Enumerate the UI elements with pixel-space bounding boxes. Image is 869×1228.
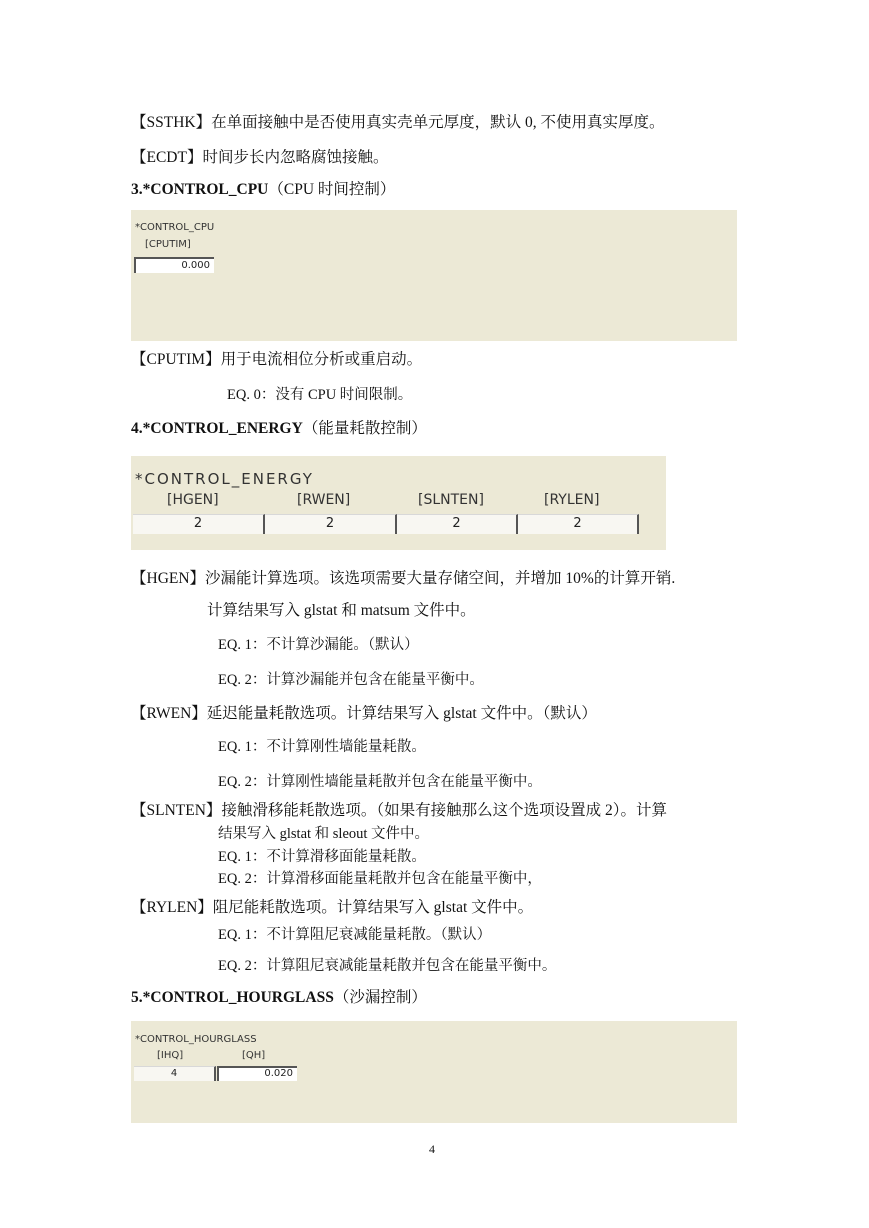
param-rwen: 【RWEN】延迟能量耗散选项。计算结果写入 glstat 文件中。（默认）	[131, 705, 597, 722]
field-input-ihq[interactable]: 4	[134, 1066, 216, 1081]
field-input-hgen[interactable]: 2	[133, 514, 265, 534]
section-heading-cpu	[131, 180, 395, 200]
field-input-rwen[interactable]: 2	[265, 514, 397, 534]
param-hgen: 【HGEN】沙漏能计算选项。该选项需要大量存储空间，并增加 10%的计算开销.	[131, 570, 676, 587]
param-slnten-cont: 结果写入 glstat 和 sleout 文件中。	[218, 826, 430, 842]
field-input-qh[interactable]: 0.020	[217, 1066, 297, 1081]
option-slnten-eq1: EQ. 1：不计算滑移面能量耗散。	[218, 849, 426, 865]
field-label-slnten: [SLNTEN]	[418, 492, 484, 508]
section-heading-hourglass	[131, 988, 427, 1008]
field-input-slnten[interactable]: 2	[397, 514, 518, 534]
heading-desc: （沙漏控制）	[333, 989, 427, 1006]
option-cputim-eq0: EQ. 0：没有 CPU 时间限制。	[227, 387, 413, 403]
heading-keyword: 5.*CONTROL_HOURGLASS	[131, 989, 334, 1006]
section-heading-energy	[131, 419, 427, 439]
page-number: 4	[429, 1142, 435, 1156]
keyword-card-control-energy	[131, 456, 666, 550]
option-rylen-eq2: EQ. 2：计算阻尼衰减能量耗散并包含在能量平衡中。	[218, 958, 557, 974]
keyword-card-control-cpu	[131, 210, 737, 341]
card-title: *CONTROL_CPU	[135, 222, 215, 233]
heading-keyword: 4.*CONTROL_ENERGY	[131, 420, 303, 437]
heading-desc: （CPU 时间控制）	[268, 181, 396, 198]
field-label-ihq: [IHQ]	[157, 1050, 184, 1061]
param-hgen-cont: 计算结果写入 glstat 和 matsum 文件中。	[207, 602, 476, 619]
param-cputim: 【CPUTIM】用于电流相位分析或重启动。	[131, 351, 423, 368]
field-label-hgen: [HGEN]	[167, 492, 219, 508]
param-slnten: 【SLNTEN】接触滑移能耗散选项。（如果有接触那么这个选项设置成 2）。计算	[131, 802, 668, 819]
field-input-rylen[interactable]: 2	[518, 514, 639, 534]
option-rwen-eq2: EQ. 2：计算刚性墙能量耗散并包含在能量平衡中。	[218, 774, 542, 790]
param-rylen: 【RYLEN】阻尼能耗散选项。计算结果写入 glstat 文件中。	[131, 899, 534, 916]
param-ecdt: 【ECDT】时间步长内忽略腐蚀接触。	[131, 149, 389, 166]
option-slnten-eq2: EQ. 2：计算滑移面能量耗散并包含在能量平衡中，	[218, 871, 542, 887]
option-hgen-eq1: EQ. 1：不计算沙漏能。（默认）	[218, 637, 419, 653]
option-rylen-eq1: EQ. 1：不计算阻尼衰减能量耗散。（默认）	[218, 927, 492, 943]
option-rwen-eq1: EQ. 1：不计算刚性墙能量耗散。	[218, 739, 426, 755]
keyword-card-control-hourglass	[131, 1021, 737, 1123]
field-label-rylen: [RYLEN]	[544, 492, 600, 508]
field-input-cputim[interactable]: 0.000	[134, 257, 214, 273]
card-title: *CONTROL_ENERGY	[135, 470, 314, 488]
param-ssthk: 【SSTHK】在单面接触中是否使用真实壳单元厚度，默认 0, 不使用真实厚度。	[131, 114, 665, 131]
option-hgen-eq2: EQ. 2：计算沙漏能并包含在能量平衡中。	[218, 672, 484, 688]
field-label-cputim: [CPUTIM]	[145, 239, 191, 250]
field-label-rwen: [RWEN]	[297, 492, 351, 508]
heading-desc: （能量耗散控制）	[302, 420, 427, 437]
field-label-qh: [QH]	[242, 1050, 266, 1061]
card-title: *CONTROL_HOURGLASS	[135, 1034, 257, 1045]
heading-keyword: 3.*CONTROL_CPU	[131, 181, 269, 198]
